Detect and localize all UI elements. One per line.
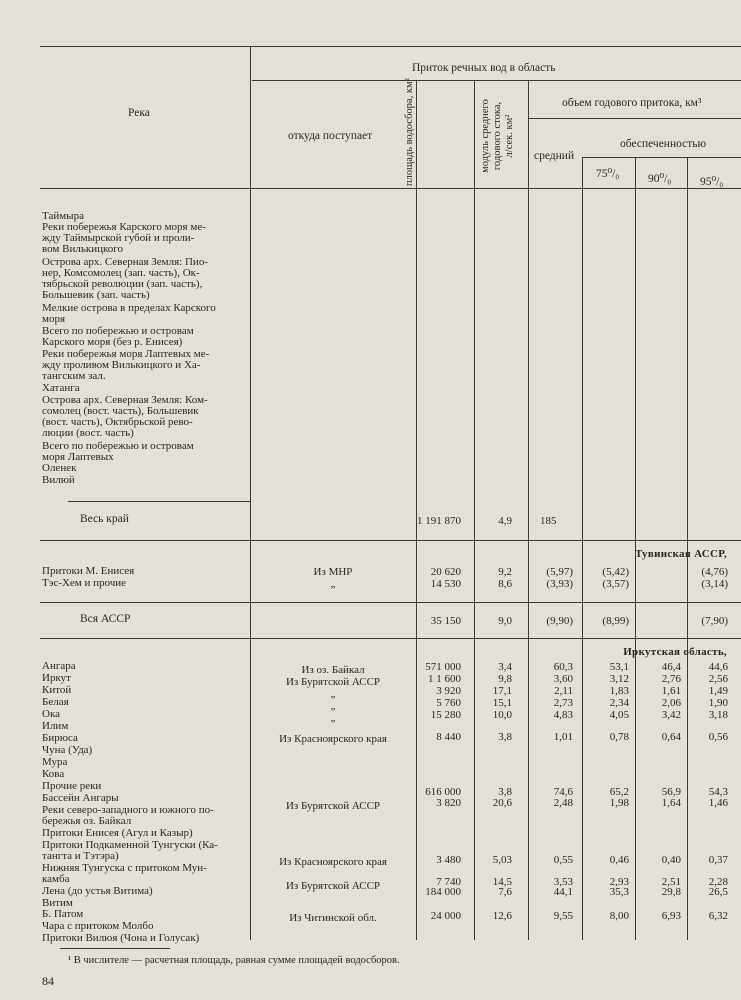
- irkutsk-area: 15 280: [430, 709, 461, 721]
- footnote: ¹ В числителе — расчетная площадь, равная сумме площадей водосборов.: [68, 955, 400, 966]
- irkutsk-area: 616 000: [425, 786, 461, 798]
- irkutsk-river-line: Китой: [42, 684, 72, 696]
- irkutsk-p90: 2,76: [661, 673, 681, 685]
- irkutsk-p95: 1,49: [708, 685, 728, 697]
- tuva-source: Из МНР: [313, 566, 353, 578]
- irkutsk-river-line: Белая: [42, 696, 69, 708]
- irkutsk-mod: 14,5: [492, 876, 512, 888]
- krai-river-line: Таймыра: [42, 210, 84, 222]
- tuva-river: Притоки М. Енисея: [42, 565, 135, 577]
- tuva-mod: 9,2: [498, 566, 512, 578]
- irkutsk-mean: 1,01: [553, 731, 573, 743]
- irkutsk-source: Из Красноярского края: [279, 733, 387, 745]
- irkutsk-p90: 1,64: [661, 797, 681, 809]
- tuva-mean: (5,97): [546, 566, 573, 578]
- irkutsk-mod: 7,6: [498, 886, 512, 898]
- irkutsk-mod: 9,8: [498, 673, 512, 685]
- col-volume-header: объем годового притока, км³: [562, 97, 702, 109]
- col-from-header: откуда поступает: [288, 130, 373, 142]
- irkutsk-p95: 44,6: [708, 661, 728, 673]
- krai-total-mod: 4,9: [498, 515, 512, 527]
- irkutsk-mod: 10,0: [492, 709, 512, 721]
- irkutsk-p90: 29,8: [661, 886, 681, 898]
- col-divider-mod: [474, 80, 475, 940]
- krai-river-line: Оленек: [42, 462, 77, 474]
- col-p75-header: 75⁰/₀: [596, 168, 620, 180]
- irkutsk-river-line: тангта и Тэтэра): [42, 850, 119, 862]
- irkutsk-source: „: [330, 688, 336, 700]
- krai-river-line: (вост. часть), Октябрьской рево-: [42, 416, 193, 428]
- irkutsk-river-line: Лена (до устья Витима): [42, 885, 153, 897]
- table-top-rule: [40, 46, 741, 47]
- irkutsk-p95: 1,90: [708, 697, 728, 709]
- irkutsk-river-line: Витим: [42, 897, 73, 909]
- krai-river-line: Мелкие острова в пределах Карского: [42, 302, 216, 314]
- irkutsk-river-line: Притоки Подкаменной Тунгуски (Ка-: [42, 839, 218, 851]
- irkutsk-area: 8 440: [436, 731, 461, 743]
- irkutsk-river-line: Нижняя Тунгуска с притоком Мун-: [42, 862, 207, 874]
- irkutsk-source: Из Бурятской АССР: [285, 880, 381, 892]
- col-inflow-header: Приток речных вод в область: [412, 62, 556, 74]
- irkutsk-source: Из оз. Байкал: [301, 664, 365, 676]
- irkutsk-river-line: Чуна (Уда): [42, 744, 93, 756]
- col-modulus-header-1: модуль среднего: [480, 99, 491, 173]
- irkutsk-area: 571 000: [425, 661, 461, 673]
- irkutsk-area: 24 000: [430, 910, 461, 922]
- irkutsk-area: 7 740: [436, 876, 461, 888]
- irkutsk-mean: 44,1: [553, 886, 573, 898]
- irkutsk-p95: 3,18: [708, 709, 728, 721]
- tuva-mod: 8,6: [498, 578, 512, 590]
- irkutsk-p75: 4,05: [609, 709, 629, 721]
- irkutsk-p90: 46,4: [661, 661, 681, 673]
- irkutsk-p75: 2,34: [609, 697, 629, 709]
- irkutsk-river-line: Кова: [42, 768, 65, 780]
- col-mean-header: средний: [534, 150, 575, 162]
- krai-river-line: люции (вост. часть): [42, 427, 134, 439]
- irkutsk-p95: 54,3: [708, 786, 728, 798]
- irkutsk-river-line: Ока: [42, 708, 61, 720]
- security-rule: [582, 157, 741, 158]
- irkutsk-p75: 1,83: [609, 685, 629, 697]
- col-divider-mean: [528, 80, 529, 940]
- volume-rule: [528, 118, 741, 119]
- irkutsk-source: Из Читинской обл.: [289, 912, 377, 924]
- irkutsk-river-line: Притоки Енисея (Агул и Казыр): [42, 827, 193, 839]
- krai-river-line: вом Вилькицкого: [42, 243, 123, 255]
- krai-total-mean: 185: [540, 515, 557, 527]
- irkutsk-mean: 3,60: [553, 673, 573, 685]
- irkutsk-area: 3 820: [436, 797, 461, 809]
- irkutsk-river-line: камба: [42, 873, 70, 885]
- irkutsk-mean: 4,83: [553, 709, 573, 721]
- irkutsk-river-line: Прочие реки: [42, 780, 102, 792]
- tuva-total-p95: (7,90): [701, 615, 728, 627]
- irkutsk-mean: 74,6: [553, 786, 573, 798]
- irkutsk-p95: 0,37: [708, 854, 728, 866]
- irkutsk-river-line: Притоки Вилюя (Чона и Голусак): [42, 932, 200, 944]
- irkutsk-river-line: Иркут: [42, 672, 71, 684]
- krai-river-line: Большевик (зап. часть): [42, 289, 150, 301]
- col-modulus-header-3: л/сек. км²: [504, 114, 515, 158]
- irkutsk-area: 5 760: [436, 697, 461, 709]
- krai-river-line: жду проливом Вилькицкого и Ха-: [42, 359, 201, 371]
- irkutsk-river-line: Мура: [42, 756, 68, 768]
- krai-total-rule: [68, 501, 250, 502]
- irkutsk-p75: 0,46: [609, 854, 629, 866]
- irkutsk-area: 3 920: [436, 685, 461, 697]
- irkutsk-p90: 2,51: [661, 876, 681, 888]
- irkutsk-mod: 3,8: [498, 731, 512, 743]
- tuva-p95: (3,14): [701, 578, 728, 590]
- irkutsk-mod: 12,6: [492, 910, 512, 922]
- irkutsk-p95: 2,56: [708, 673, 728, 685]
- irkutsk-mod: 17,1: [492, 685, 512, 697]
- irkutsk-mod: 3,4: [498, 661, 512, 673]
- col-p95-header: 95⁰/₀: [700, 176, 724, 188]
- tuva-end-rule: [40, 638, 741, 639]
- irkutsk-p90: 56,9: [661, 786, 681, 798]
- tuva-p75: (3,57): [602, 578, 629, 590]
- irkutsk-p75: 53,1: [609, 661, 629, 673]
- irkutsk-p75: 2,93: [609, 876, 629, 888]
- krai-river-line: моря Лаптевых: [42, 451, 114, 463]
- inflow-rule: [252, 80, 741, 81]
- irkutsk-p75: 3,12: [609, 673, 629, 685]
- page-number: 84: [42, 974, 54, 988]
- irkutsk-section-title: Иркутская область,: [623, 646, 727, 658]
- irkutsk-p90: 0,64: [661, 731, 681, 743]
- irkutsk-p75: 1,98: [609, 797, 629, 809]
- krai-river-line: нер, Комсомолец (зап. часть), Ок-: [42, 267, 200, 279]
- irkutsk-source: Из Бурятской АССР: [285, 800, 381, 812]
- irkutsk-p75: 0,78: [609, 731, 629, 743]
- irkutsk-river-line: Илим: [42, 720, 69, 732]
- irkutsk-source: „: [330, 712, 336, 724]
- irkutsk-p90: 2,06: [661, 697, 681, 709]
- col-p90-header: 90⁰/₀: [648, 173, 672, 185]
- irkutsk-river-line: Реки северо-западного и южного по-: [42, 804, 214, 816]
- irkutsk-p75: 8,00: [609, 910, 629, 922]
- irkutsk-p95: 6,32: [708, 910, 728, 922]
- irkutsk-mean: 2,11: [554, 685, 573, 697]
- irkutsk-p95: 0,56: [708, 731, 728, 743]
- tuva-river: Тэс-Хем и прочие: [42, 577, 127, 589]
- irkutsk-mean: 60,3: [553, 661, 573, 673]
- irkutsk-mod: 5,03: [492, 854, 512, 866]
- tuva-p75: (5,42): [602, 566, 629, 578]
- irkutsk-area: 184 000: [425, 886, 461, 898]
- irkutsk-mean: 2,73: [553, 697, 573, 709]
- irkutsk-mean: 9,55: [553, 910, 573, 922]
- tuva-section-title: Тувинская АССР,: [634, 548, 727, 560]
- irkutsk-p75: 65,2: [609, 786, 629, 798]
- irkutsk-area: 1 1 600: [428, 673, 461, 685]
- irkutsk-mod: 3,8: [498, 786, 512, 798]
- irkutsk-river-line: Бассейн Ангары: [42, 792, 119, 804]
- irkutsk-river-line: Бирюса: [42, 732, 78, 744]
- irkutsk-p95: 1,46: [708, 797, 728, 809]
- krai-total-area: 1 191 870: [417, 515, 461, 527]
- tuva-total-p75: (8,99): [602, 615, 629, 627]
- krai-river-line: Вилюй: [42, 474, 75, 486]
- irkutsk-river-line: бережья оз. Байкал: [42, 815, 132, 827]
- krai-river-line: моря: [42, 313, 66, 325]
- col-divider-area: [416, 80, 417, 940]
- irkutsk-river-line: Ангара: [42, 660, 76, 672]
- footnote-rule: [60, 948, 170, 949]
- irkutsk-p95: 26,5: [708, 886, 728, 898]
- irkutsk-river-line: Чара с притоком Молбо: [42, 920, 154, 932]
- tuva-area: 14 530: [430, 578, 461, 590]
- tuva-total-rule: [40, 602, 741, 603]
- krai-river-line: Хатанга: [42, 382, 80, 394]
- krai-river-line: Острова арх. Северная Земля: Пио-: [42, 256, 208, 268]
- tuva-total-mod: 9,0: [498, 615, 512, 627]
- col-modulus-header-2: годового стока,: [492, 101, 503, 171]
- irkutsk-p90: 1,61: [661, 685, 681, 697]
- irkutsk-source: „: [330, 700, 336, 712]
- irkutsk-area: 3 480: [436, 854, 461, 866]
- krai-river-line: тябрьской революции (зап. часть),: [42, 278, 203, 290]
- irkutsk-p75: 35,3: [609, 886, 629, 898]
- irkutsk-p95: 2,28: [708, 876, 728, 888]
- irkutsk-mod: 20,6: [492, 797, 512, 809]
- irkutsk-mean: 2,48: [553, 797, 573, 809]
- krai-river-line: Реки побережья Карского моря ме-: [42, 221, 206, 233]
- tuva-source: „: [330, 578, 336, 590]
- krai-river-line: Реки побережья моря Лаптевых ме-: [42, 348, 210, 360]
- irkutsk-p90: 6,93: [661, 910, 681, 922]
- irkutsk-mod: 15,1: [492, 697, 512, 709]
- krai-total-label: Весь край: [80, 513, 129, 525]
- krai-river-line: жду Таймырской губой и проли-: [42, 232, 195, 244]
- tuva-mean: (3,93): [546, 578, 573, 590]
- irkutsk-river-line: Б. Патом: [42, 908, 84, 920]
- irkutsk-p90: 0,40: [661, 854, 681, 866]
- tuva-total-label: Вся АССР: [80, 613, 131, 625]
- col-security-header: обеспеченностью: [620, 138, 707, 150]
- krai-river-line: сомолец (вост. часть), Большевик: [42, 405, 199, 417]
- krai-river-line: Всего по побережью и островам: [42, 325, 194, 337]
- krai-river-line: Всего по побережью и островам: [42, 440, 194, 452]
- krai-river-line: Карского моря (без р. Енисея): [42, 336, 183, 348]
- col-divider-p75: [582, 157, 583, 940]
- irkutsk-mean: 0,55: [553, 854, 573, 866]
- krai-river-line: тангским зал.: [42, 370, 106, 382]
- irkutsk-source: Из Красноярского края: [279, 856, 387, 868]
- irkutsk-source: Из Бурятской АССР: [285, 676, 381, 688]
- col-river-header: Река: [128, 107, 150, 119]
- krai-river-line: Острова арх. Северная Земля: Ком-: [42, 394, 208, 406]
- tuva-total-mean: (9,90): [546, 615, 573, 627]
- irkutsk-mean: 3,53: [553, 876, 573, 888]
- tuva-p95: (4,76): [701, 566, 728, 578]
- tuva-total-area: 35 150: [430, 615, 461, 627]
- krai-end-rule: [40, 540, 741, 541]
- tuva-area: 20 620: [430, 566, 461, 578]
- irkutsk-p90: 3,42: [661, 709, 681, 721]
- col-area-header: площадь водосбора, км²: [404, 78, 415, 186]
